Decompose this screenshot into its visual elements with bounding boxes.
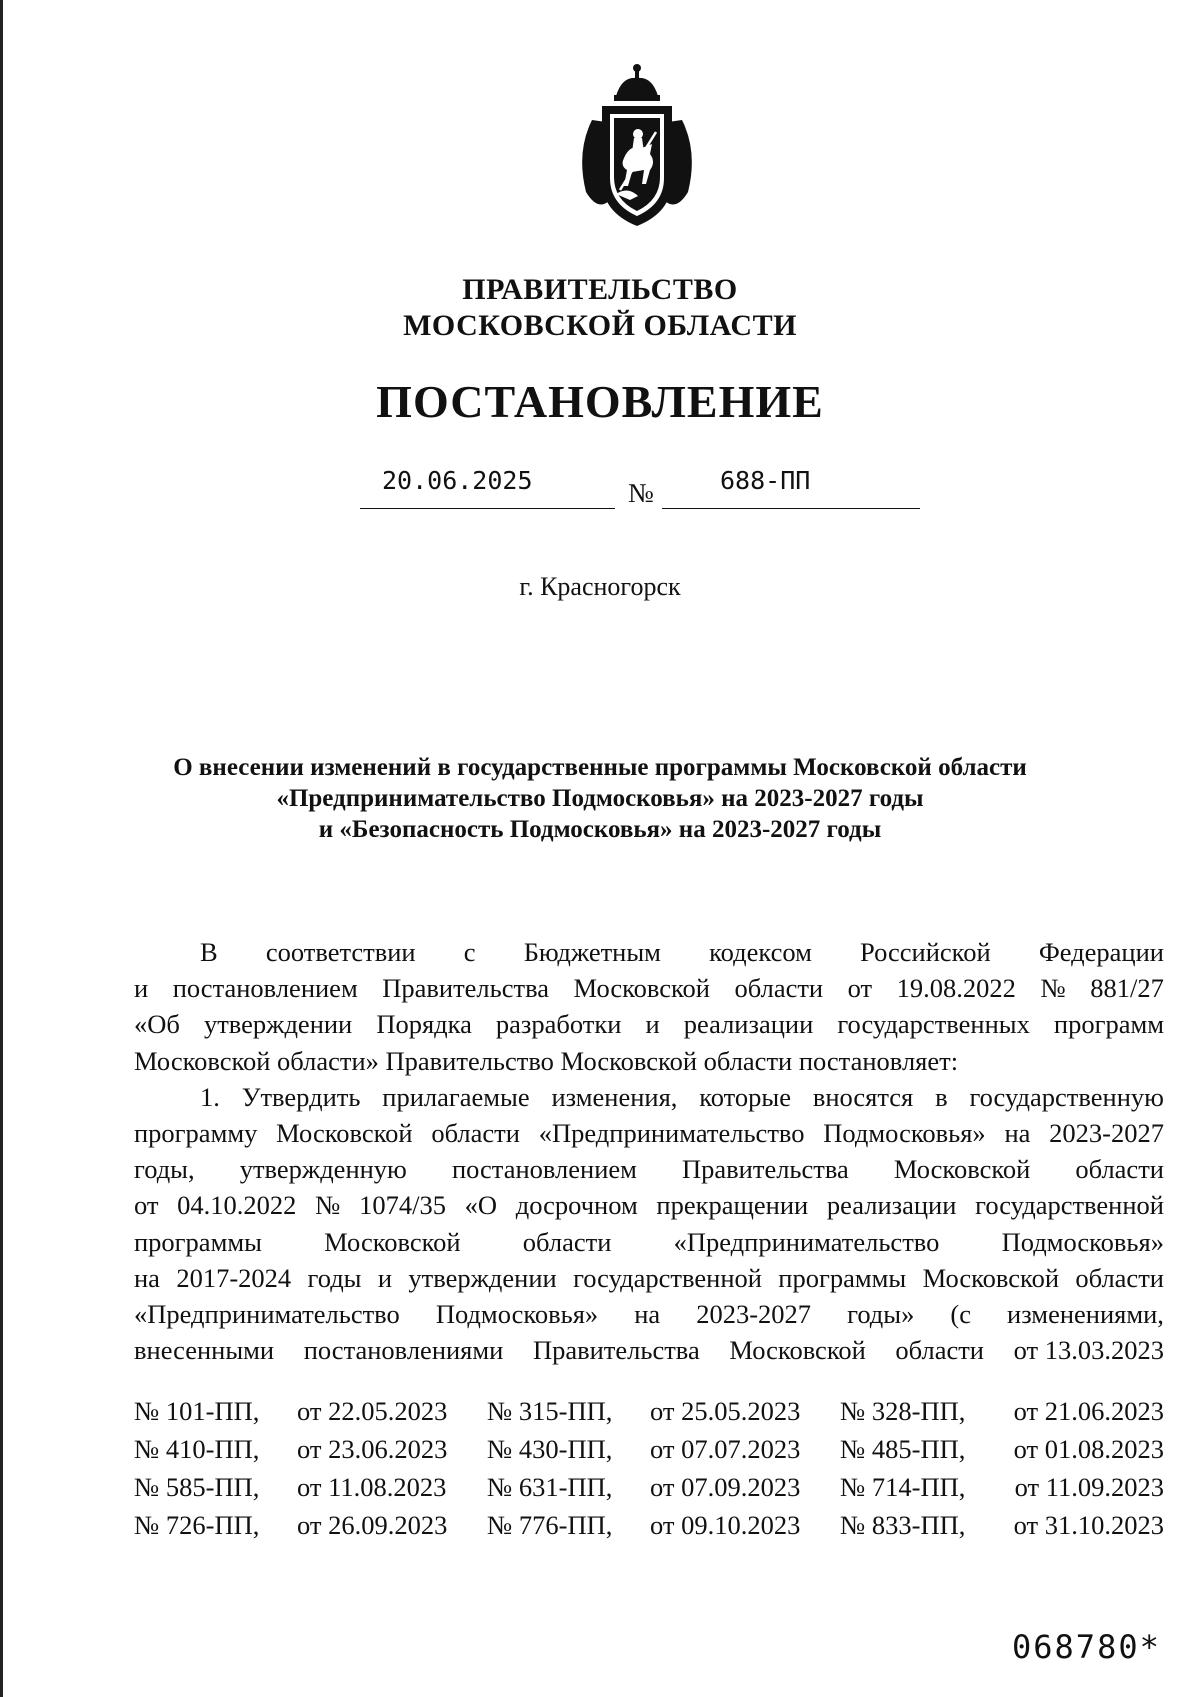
body-word: государственной — [573, 1262, 762, 1293]
body-word: и — [645, 1009, 660, 1040]
body-word: В — [200, 937, 218, 967]
reference-date: от 11.09.2023 — [1014, 1472, 1164, 1502]
body-word: изменениями, — [1007, 1298, 1164, 1329]
reference-number: № 410-ПП, — [134, 1434, 260, 1464]
page-edge-line — [0, 0, 3, 1697]
reference-number: № 776-ПП, — [487, 1510, 613, 1540]
reference-row — [134, 1506, 1164, 1544]
reference-date: от 31.10.2023 — [1013, 1510, 1164, 1540]
body-word: 1. — [200, 1081, 220, 1112]
body-word: досрочном — [515, 1190, 638, 1221]
body-word: и — [377, 1262, 393, 1293]
body-word: утверждении — [203, 1009, 353, 1040]
body-word: кодексом — [709, 937, 812, 967]
body-word: прилагаемые — [382, 1081, 530, 1112]
government-title-line1: ПРАВИТЕЛЬСТВО — [462, 273, 738, 306]
number-field — [662, 460, 920, 509]
serial-number — [1012, 1628, 1161, 1666]
reference-date: от 21.06.2023 — [1013, 1396, 1164, 1426]
number-sign: № — [628, 478, 654, 508]
body-word: Московской — [893, 1154, 1031, 1185]
reference-row — [134, 1392, 1164, 1430]
reference-number: № 833-ПП, — [840, 1510, 966, 1540]
document-type: ПОСТАНОВЛЕНИЕ — [376, 376, 824, 427]
body-word: государственных — [837, 1009, 1030, 1040]
body-word: «Предпринимательство — [673, 1226, 940, 1257]
body-word: 04.10.2022 — [177, 1190, 297, 1221]
body-word: от 13.03.2023 — [1013, 1335, 1164, 1366]
body-word: постановлениями — [303, 1335, 504, 1366]
body-word: от — [134, 1190, 159, 1221]
body-word: № — [1040, 973, 1066, 1004]
reference-number: № 101-ПП, — [134, 1396, 260, 1426]
reference-date: от 26.09.2023 — [297, 1510, 448, 1540]
body-word: 19.08.2022 — [896, 973, 1016, 1004]
body-word: постановлением — [451, 1154, 637, 1185]
reference-row — [134, 1430, 1164, 1468]
body-line — [134, 1115, 1164, 1151]
reference-number: № 631-ПП, — [487, 1472, 613, 1502]
body-word: области — [431, 1117, 520, 1148]
body-word: и — [134, 973, 149, 1004]
body-word: Подмосковья» — [823, 1117, 986, 1148]
body-line — [134, 1332, 1164, 1368]
body-line — [134, 1006, 1164, 1042]
body-word: реализации — [683, 1009, 814, 1040]
body-word: которые — [699, 1081, 791, 1112]
body-word: 2023-2027 — [1049, 1117, 1164, 1148]
body-word: в — [935, 1081, 948, 1112]
resolution-title-line3: и «Безопасность Подмосковья» на 2023-2027 годы — [318, 816, 882, 843]
body-word: Подмосковья» — [435, 1298, 599, 1329]
body-word: «Об — [134, 1009, 180, 1040]
reference-number: № 726-ПП, — [134, 1510, 260, 1540]
reference-number: № 714-ПП, — [840, 1472, 966, 1502]
reference-number: № 328-ПП, — [840, 1396, 966, 1426]
body-word: «Предпринимательство — [134, 1298, 400, 1329]
body-word: «О — [464, 1190, 498, 1221]
body-word: Бюджетным — [523, 937, 661, 967]
body-word: 1074/35 — [359, 1190, 446, 1221]
issue-city: г. Красногорск — [519, 572, 681, 601]
body-word: 2017-2024 — [176, 1262, 292, 1293]
body-word: Московской — [922, 1262, 1060, 1293]
body-word: утверждении — [408, 1262, 557, 1293]
document-number: 688-ПП — [720, 466, 811, 495]
reference-number: № 585-ПП, — [134, 1472, 260, 1502]
body-word: Правительства — [682, 1154, 849, 1185]
serial-star-icon: * — [1139, 1628, 1161, 1666]
body-word: «Предпринимательство — [538, 1117, 805, 1148]
body-line — [134, 1224, 1164, 1260]
body-word: Российской — [860, 937, 991, 967]
body-word: от — [847, 973, 873, 1004]
body-word: на — [634, 1298, 661, 1329]
body-text — [134, 934, 1164, 1368]
body-word: Порядка — [376, 1009, 472, 1040]
body-line — [134, 1187, 1164, 1223]
body-word: государственной — [975, 1190, 1164, 1221]
body-word: области — [895, 1335, 984, 1366]
reference-number: № 315-ПП, — [487, 1396, 613, 1426]
body-word: на — [1004, 1117, 1031, 1148]
body-word: программу — [134, 1117, 258, 1148]
body-word: программы — [134, 1226, 262, 1257]
body-word: утвержденную — [239, 1154, 407, 1185]
body-word: программ — [1053, 1009, 1164, 1040]
coat-of-arms-icon — [572, 62, 702, 230]
body-word: годы — [307, 1262, 362, 1293]
body-word: прекращении — [656, 1190, 809, 1221]
reference-date: от 09.10.2023 — [650, 1510, 801, 1540]
body-word: области — [734, 973, 824, 1004]
reference-number: № 485-ПП, — [840, 1434, 966, 1464]
body-word: Московской — [324, 1226, 461, 1257]
amendment-reference-grid — [134, 1392, 1164, 1544]
reference-row — [134, 1468, 1164, 1506]
body-word: Утвердить — [241, 1081, 361, 1112]
body-line — [134, 1296, 1164, 1332]
body-line — [134, 970, 1164, 1006]
body-word: соответствии — [265, 937, 416, 967]
body-word: (с — [950, 1298, 971, 1329]
reference-date: от 07.07.2023 — [650, 1434, 801, 1464]
body-word: разработки — [495, 1009, 622, 1040]
resolution-title-line1: О внесении изменений в государственные программы Московской области — [173, 754, 1027, 781]
body-line — [134, 1151, 1164, 1187]
body-line — [134, 1260, 1164, 1296]
body-word: годы, — [134, 1154, 195, 1185]
body-word: изменения, — [551, 1081, 678, 1112]
body-word: Подмосковья» — [1001, 1226, 1164, 1257]
serial-digits: 068780 — [1012, 1628, 1140, 1666]
body-word: № — [315, 1190, 341, 1221]
body-word: программы — [778, 1262, 907, 1293]
body-word: Московской — [276, 1117, 413, 1148]
resolution-title-line2: «Предпринимательство Подмосковья» на 2023-2027 годы — [276, 785, 924, 812]
reference-number: № 430-ПП, — [487, 1434, 613, 1464]
reference-date: от 23.06.2023 — [297, 1434, 448, 1464]
body-word: Московской области» Правительство Московской области постановляет: — [134, 1045, 959, 1076]
body-word: государственную — [969, 1081, 1164, 1112]
body-word: 2023-2027 — [696, 1298, 812, 1329]
body-line — [134, 1079, 1164, 1115]
body-line — [134, 1043, 1164, 1079]
body-word: реализации — [826, 1190, 957, 1221]
body-word: Федерации — [1038, 937, 1164, 967]
body-word: с — [463, 937, 476, 967]
body-word: Московской — [729, 1335, 866, 1366]
government-title-line2: МОСКОВСКОЙ ОБЛАСТИ — [403, 309, 797, 342]
body-word: внесенными — [134, 1335, 275, 1366]
body-word: области — [1075, 1154, 1164, 1185]
reference-date: от 01.08.2023 — [1013, 1434, 1164, 1464]
body-word: области — [1075, 1262, 1164, 1293]
body-word: вносятся — [812, 1081, 914, 1112]
body-word: 881/27 — [1090, 973, 1164, 1004]
body-word: на — [134, 1262, 160, 1293]
reference-date: от 07.09.2023 — [650, 1472, 801, 1502]
body-word: Правительства — [532, 1335, 700, 1366]
body-word: постановлением — [172, 973, 358, 1004]
body-word: Московской — [573, 973, 710, 1004]
body-word: Правительства — [382, 973, 550, 1004]
document-date: 20.06.2025 — [382, 466, 533, 495]
reference-date: от 25.05.2023 — [650, 1396, 801, 1426]
date-field — [360, 460, 615, 509]
reference-date: от 22.05.2023 — [297, 1396, 448, 1426]
body-word: годы» — [847, 1298, 915, 1329]
body-word: области — [522, 1226, 612, 1257]
body-line — [134, 934, 1164, 970]
reference-date: от 11.08.2023 — [297, 1472, 447, 1502]
